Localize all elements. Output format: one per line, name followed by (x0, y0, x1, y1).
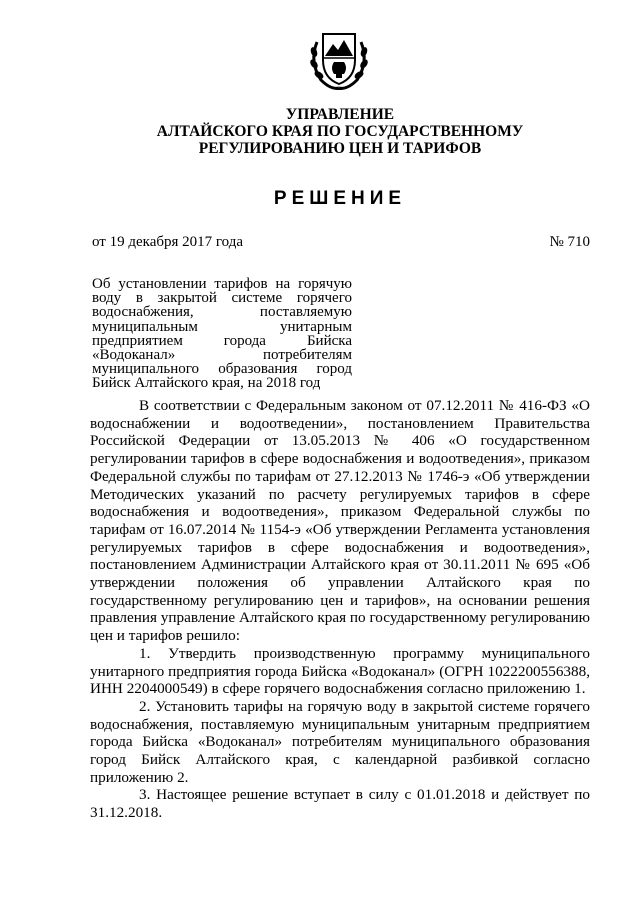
authority-line-1: УПРАВЛЕНИЕ (285, 106, 395, 123)
body-item-3: 3. Настоящее решение вступает в силу с 01.01.2018 и действует по 31.12.2018. (90, 786, 590, 822)
document-title: РЕШЕНИЕ (273, 188, 407, 209)
document-subject: Об установлении тарифов на горячую воду в закрытой системе горячего водоснабжения, поставляемую муниципальным унитарным предприятием города Бийска «Водоканал» потребителям муниципального образования город Бийск Алтайского края, на 2018 год (92, 276, 352, 392)
document-date: от 19 декабря 2017 года (92, 234, 244, 250)
authority-line-3: РЕГУЛИРОВАНИЮ ЦЕН И ТАРИФОВ (198, 140, 482, 157)
body-item-1: 1. Утвердить производственную программу муниципального унитарного предприятия города Бийска «Водоканал» (ОГРН 1022200556388, ИНН 2204000549) в сфере горячего водоснабжения согласно приложению 1. (90, 644, 590, 698)
coat-of-arms-icon (303, 22, 375, 94)
document-number: № 710 (549, 234, 590, 250)
document-body (90, 397, 590, 822)
body-item-2: 2. Установить тарифы на горячую воду в закрытой системе горячего водоснабжения, поставляемую муниципальным унитарным предприятием города Бийска «Водоканал» потребителям муниципального образования город Бийск Алтайского края, с календарной разбивкой согласно приложению 2. (90, 697, 590, 786)
authority-line-2: АЛТАЙСКОГО КРАЯ ПО ГОСУДАРСТВЕННОМУ (156, 123, 524, 140)
body-preamble: В соответствии с Федеральным законом от 07.12.2011 № 416-ФЗ «О водоснабжении и водоотведении», постановлением Правительства Российской Федерации от 13.05.2013 № 406 «О государственном регулировании тарифов в сфере водоснабжения и водоотведения», приказом Федеральной службы по тарифам от 27.12.2013 № 1746-э «Об утверждении Методических указаний по расчету регулируемых тарифов в сфере водоснабжения и водоотведения», приказом Федеральной службы по тарифам от 16.07.2014 № 1154-э «Об утверждении Регламента установления регулируемых тарифов в сфере водоснабжения и водоотведения», постановлением Администрации Алтайского края от 30.11.2011 № 695 «Об утверждении положения об управлении Алтайского края по государственному регулированию цен и тарифов», на основании решения правления управление Алтайского края по государственному регулированию цен и тарифов решило: (90, 397, 590, 645)
issuing-authority (90, 106, 590, 157)
